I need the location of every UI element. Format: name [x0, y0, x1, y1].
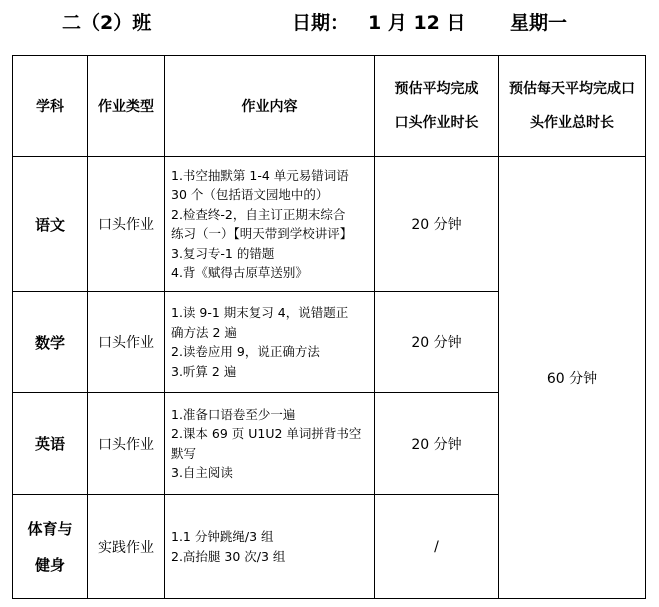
content-line: 4.背《赋得古原草送别》	[171, 265, 308, 280]
content-line: 3.听算 2 遍	[171, 363, 237, 379]
content-line: 2.检查终-2，自主订正期末综合	[171, 206, 346, 222]
col-avg-time	[375, 56, 499, 157]
type-cell: 口头作业	[88, 292, 165, 393]
homework-table	[12, 55, 646, 599]
class-name: 二（2）班	[62, 12, 152, 34]
subject-line2: 健身	[34, 555, 65, 574]
date-value: 1 月 12 日	[368, 12, 466, 34]
type-cell: 口头作业	[88, 393, 165, 495]
content-line: 1.书空抽默第 1-4 单元易错词语	[171, 167, 349, 183]
weekday: 星期一	[510, 12, 568, 34]
date-label: 日期：	[292, 12, 350, 34]
subject-line1: 体育与	[27, 519, 73, 538]
subject-cell: 语文	[13, 157, 88, 292]
content-line: 1.准备口语卷至少一遍	[171, 406, 296, 422]
type-cell: 口头作业	[88, 157, 165, 292]
col-daily-total-line2: 头作业总时长	[530, 115, 614, 131]
content-line: 2.读卷应用 9，说正确方法	[171, 344, 320, 359]
content-line: 1.1 分钟跳绳/3 组	[171, 529, 274, 544]
duration-cell: /	[375, 495, 499, 599]
duration-cell: 20 分钟	[375, 157, 499, 292]
content-cell	[165, 393, 375, 495]
content-line: 30 个（包括语文园地中的）	[171, 187, 329, 202]
col-avg-time-line1: 预估平均完成	[394, 81, 479, 97]
subject-cell	[13, 495, 88, 599]
content-cell	[165, 157, 375, 292]
content-line: 确方法 2 遍	[171, 324, 237, 340]
table-row	[13, 157, 646, 292]
col-avg-time-line2: 口头作业时长	[394, 115, 479, 131]
type-cell: 实践作业	[88, 495, 165, 599]
subject-cell: 数学	[13, 292, 88, 393]
table-header-row	[13, 56, 646, 157]
col-type: 作业类型	[88, 56, 165, 157]
content-line: 2.高抬腿 30 次/3 组	[171, 548, 286, 564]
col-daily-total	[499, 56, 646, 157]
content-line: 1.读 9-1 期末复习 4，说错题正	[171, 305, 349, 320]
daily-total-cell: 60 分钟	[499, 157, 646, 599]
col-content: 作业内容	[165, 56, 375, 157]
col-daily-total-line1: 预估每天平均完成口	[509, 81, 635, 97]
content-cell	[165, 292, 375, 393]
content-line: 2.课本 69 页 U1U2 单词拼背书空	[171, 426, 362, 441]
content-line: 默写	[171, 445, 197, 461]
subject-cell: 英语	[13, 393, 88, 495]
content-line: 3.自主阅读	[171, 465, 233, 480]
duration-cell: 20 分钟	[375, 393, 499, 495]
duration-cell: 20 分钟	[375, 292, 499, 393]
content-cell	[165, 495, 375, 599]
content-line: 3.复习专-1 的错题	[171, 245, 275, 261]
content-line: 练习（一）【明天带到学校讲评】	[171, 226, 353, 241]
sheet-header	[0, 8, 659, 42]
col-subject: 学科	[13, 56, 88, 157]
